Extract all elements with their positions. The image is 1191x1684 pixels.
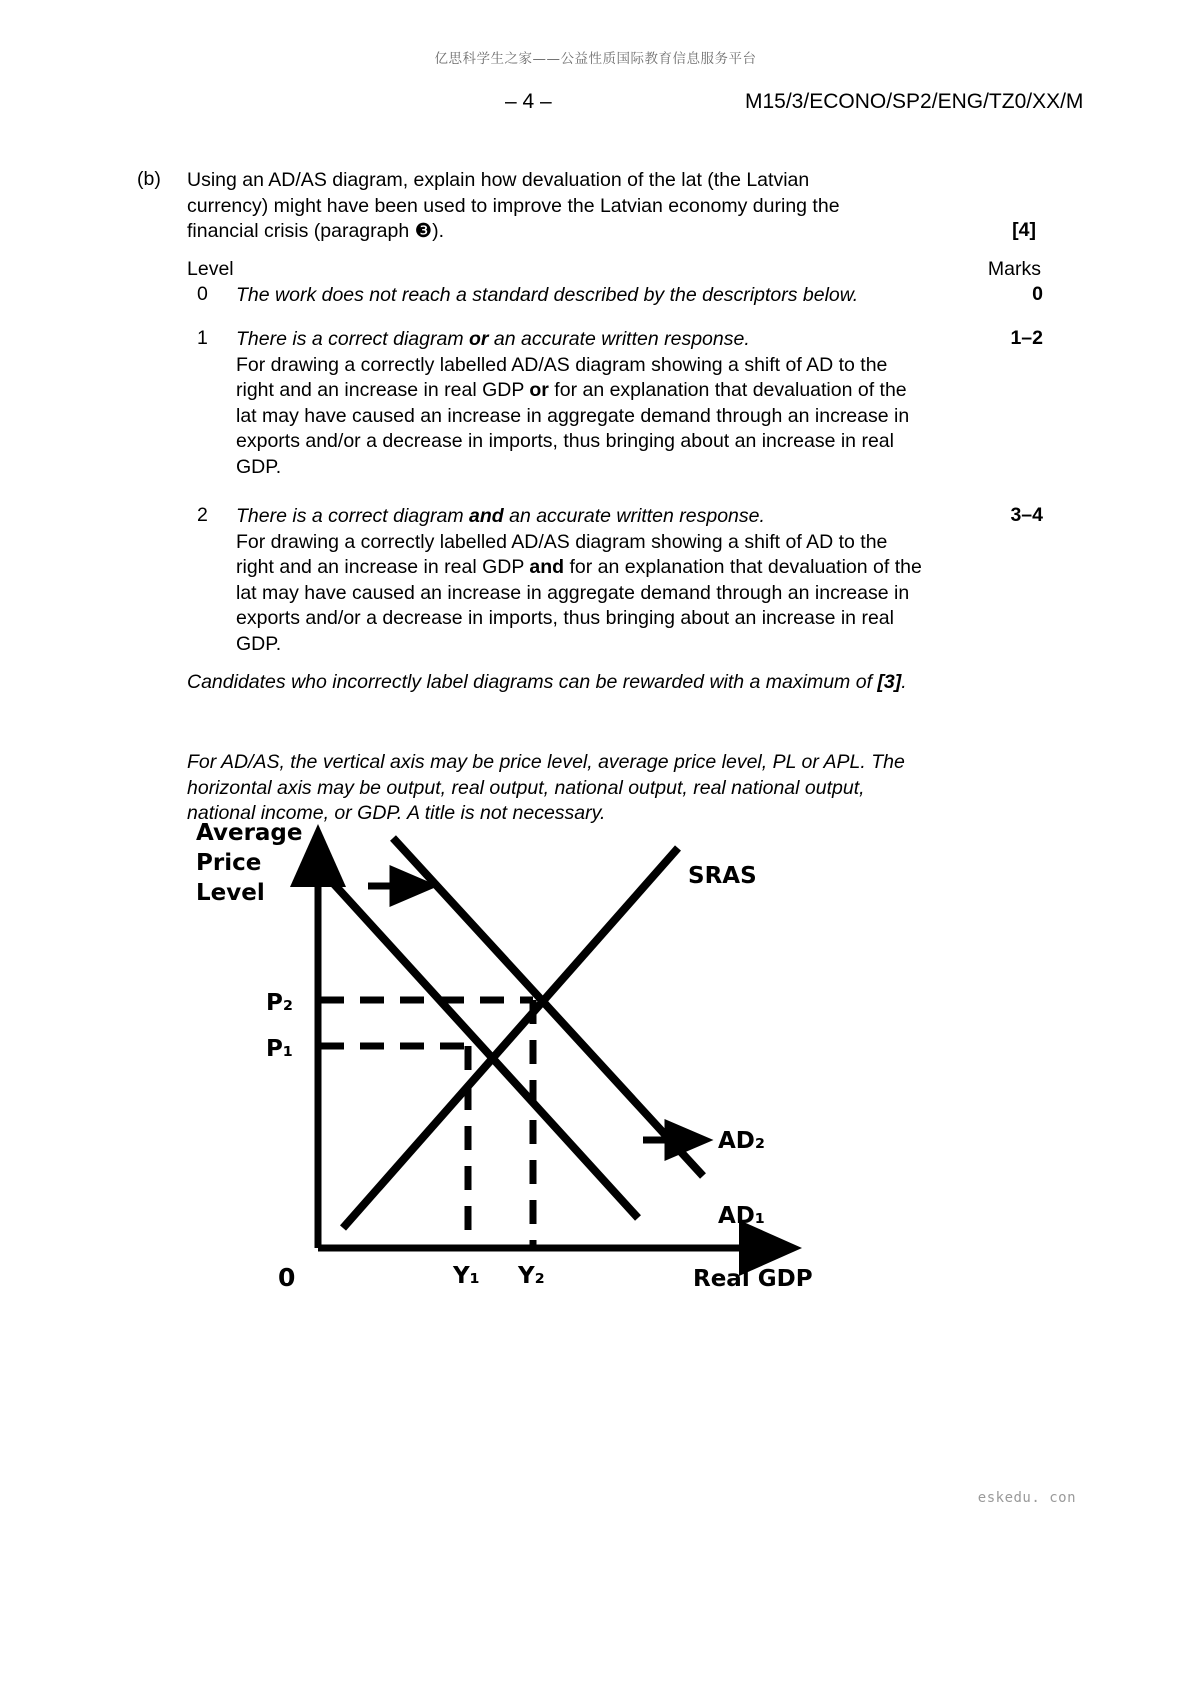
- body-pre: For drawing a correctly labelled AD/AS diagram showing a shift of AD to the right and an increase in real GDP: [236, 530, 888, 578]
- heading-post: an accurate written response.: [503, 505, 765, 527]
- body-post: for an explanation that devaluation of the lat may have caused an increase in aggregate demand through an increase in exports and/or a decrease in imports, thus bringing about an increase in real GDP.: [236, 379, 910, 478]
- heading-bold: and: [469, 505, 504, 527]
- paper-code: M15/3/ECONO/SP2/ENG/TZ0/XX/M: [745, 90, 1084, 113]
- level-number: 1: [197, 327, 208, 349]
- origin-label: 0: [278, 1263, 296, 1292]
- markscheme-note: [187, 670, 907, 696]
- y2-label: Y₂: [518, 1263, 545, 1289]
- adas-diagram: [178, 818, 838, 1298]
- p2-label: P₂: [266, 990, 293, 1016]
- level-descriptor: [236, 283, 926, 309]
- y1-label: Y₁: [453, 1263, 480, 1289]
- ad2-curve: [393, 838, 703, 1176]
- body-pre: For drawing a correctly labelled AD/AS diagram showing a shift of AD to the right and an increase in real GDP: [236, 353, 888, 401]
- page-number: – 4 –: [505, 90, 552, 113]
- marks-column-header: Marks: [987, 258, 1041, 280]
- body-bold: and: [529, 556, 565, 578]
- sras-label: SRAS: [688, 863, 757, 889]
- level-descriptor: [236, 504, 926, 657]
- ad2-label: AD₂: [718, 1128, 765, 1154]
- level-number: 2: [197, 504, 208, 526]
- question-text: Using an AD/AS diagram, explain how devaluation of the lat (the Latvian currency) might have been used to improve the Latvian economy during the financial crisis (paragraph ❸).: [187, 169, 840, 242]
- level-descriptor-heading: [236, 328, 750, 350]
- level-marks: 0: [1032, 283, 1043, 305]
- heading-pre: There is a correct diagram: [236, 328, 470, 350]
- watermark-top: 亿思科学生之家——公益性质国际教育信息服务平台: [434, 51, 757, 67]
- y-axis-label-line2: Price: [196, 850, 262, 876]
- x-axis-label: Real GDP: [693, 1266, 813, 1292]
- level-descriptor: [236, 327, 926, 480]
- body-post: for an explanation that devaluation of the lat may have caused an increase in aggregate demand through an increase in exports and/or a decrease in imports, thus bringing about an increase in real GDP.: [236, 556, 922, 655]
- heading-pre: There is a correct diagram: [236, 505, 470, 527]
- watermark-bottom: eskedu. con: [977, 1490, 1076, 1506]
- note-pre: For AD/AS, the vertical axis may be price level, average price level, PL or APL. The horizontal axis may be output, real output, national output, real national output, national income, or GDP. A title is not necessary.: [187, 751, 905, 824]
- note-post: .: [901, 671, 907, 693]
- question-label: (b): [137, 168, 161, 190]
- level-descriptor-heading: [236, 505, 765, 527]
- note-bold: [3]: [877, 671, 902, 693]
- level-descriptor-heading: The work does not reach a standard described by the descriptors below.: [236, 284, 859, 306]
- adas-diagram-svg: [178, 818, 838, 1298]
- sras-curve: [343, 848, 678, 1228]
- question-marks: [4]: [1012, 219, 1036, 241]
- level-marks: 3–4: [1010, 504, 1043, 526]
- heading-bold: or: [469, 328, 489, 350]
- level-column-header: Level: [187, 258, 234, 280]
- note-pre: Candidates who incorrectly label diagrams can be rewarded with a maximum of: [187, 671, 878, 693]
- level-number: 0: [197, 283, 208, 305]
- body-bold: or: [529, 379, 549, 401]
- heading-post: an accurate written response.: [488, 328, 750, 350]
- p1-label: P₁: [266, 1036, 293, 1062]
- y-axis-label-line3: Level: [196, 880, 265, 906]
- y-axis-label-line1: Average: [196, 820, 303, 846]
- markscheme-note: [187, 750, 907, 827]
- level-marks: 1–2: [1010, 327, 1043, 349]
- ad1-label: AD₁: [718, 1203, 765, 1229]
